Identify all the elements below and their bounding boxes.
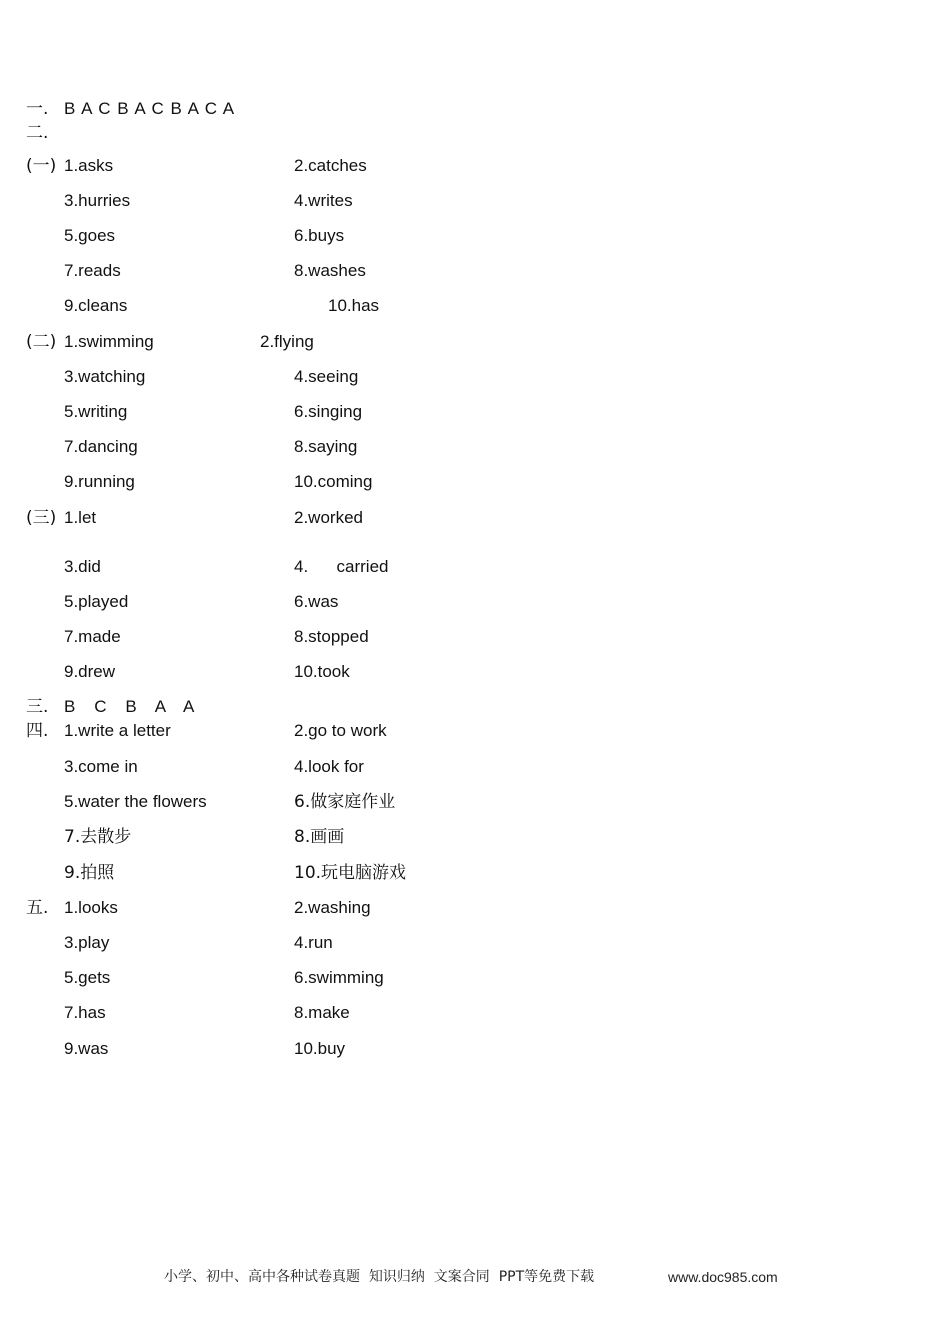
section-3-marker: 三. xyxy=(26,697,49,717)
section-2-marker: 二. xyxy=(26,123,49,143)
answer-item: 4.seeing xyxy=(294,367,359,386)
section-3-answers: B C B A A xyxy=(64,697,195,716)
answer-item: 1.asks xyxy=(64,156,114,175)
answer-item: 10.buy xyxy=(294,1039,346,1058)
answer-item: 3.watching xyxy=(64,367,146,386)
answer-item: 5.played xyxy=(64,592,129,611)
answer-item: 2.catches xyxy=(294,156,367,175)
section-4-marker: 四. xyxy=(26,721,49,741)
answer-item: 2.go to work xyxy=(294,721,387,740)
answer-item: 1.let xyxy=(64,508,97,527)
answer-item: 4.writes xyxy=(294,191,353,210)
footer-text: 小学、初中、高中各种试卷真题 知识归纳 文案合同 PPT等免费下载 xyxy=(164,1269,595,1285)
group-3-marker: (三) xyxy=(26,508,57,528)
answer-item: 9.cleans xyxy=(64,296,128,315)
answer-item: 3.play xyxy=(64,933,110,952)
section-1-marker: 一. xyxy=(26,99,49,119)
section-5-marker: 五. xyxy=(26,898,49,918)
answer-item: 6.buys xyxy=(294,226,345,245)
answer-item: 4.look for xyxy=(294,757,364,776)
answer-item: 6.做家庭作业 xyxy=(294,792,396,812)
answer-item: 5.gets xyxy=(64,968,111,987)
answer-item: 2.washing xyxy=(294,898,371,917)
answer-item: 10.took xyxy=(294,662,350,681)
answer-item: 2.flying xyxy=(260,332,314,351)
answer-item: 9.拍照 xyxy=(64,863,115,883)
answer-item: 8.画画 xyxy=(294,827,345,847)
answer-item: 8.saying xyxy=(294,437,358,456)
answer-item: 3.hurries xyxy=(64,191,131,210)
answer-item: 5.writing xyxy=(64,402,128,421)
answer-item: 10.has xyxy=(328,296,380,315)
answer-item: 8.washes xyxy=(294,261,366,280)
answer-item: 1.write a letter xyxy=(64,721,171,740)
answer-item: 7.made xyxy=(64,627,121,646)
answer-item: 1.looks xyxy=(64,898,118,917)
answer-item: 3.come in xyxy=(64,757,138,776)
answer-item: 3.did xyxy=(64,557,101,576)
group-2-marker: (二) xyxy=(26,332,57,352)
answer-item: 7.reads xyxy=(64,261,121,280)
answer-item: 5.water the flowers xyxy=(64,792,207,811)
answer-item: 6.singing xyxy=(294,402,363,421)
answer-item: 9.drew xyxy=(64,662,116,681)
footer-url: www.doc985.com xyxy=(668,1269,778,1285)
answer-item: 5.goes xyxy=(64,226,116,245)
answer-item: 7.dancing xyxy=(64,437,138,456)
answer-item: 2.worked xyxy=(294,508,363,527)
answer-item: 10.coming xyxy=(294,472,373,491)
answer-item: 4.run xyxy=(294,933,333,952)
answer-item: 7.has xyxy=(64,1003,106,1022)
answer-item: 10.玩电脑游戏 xyxy=(294,863,407,883)
answer-item: 4. carried xyxy=(294,557,389,576)
group-1-marker: (一) xyxy=(26,156,57,176)
answer-item: 6.swimming xyxy=(294,968,384,987)
answer-item: 6.was xyxy=(294,592,339,611)
answer-item: 8.make xyxy=(294,1003,350,1022)
answer-item: 7.去散步 xyxy=(64,827,132,847)
section-1-answers: B A C B A C B A C A xyxy=(64,99,236,118)
answer-item: 9.was xyxy=(64,1039,109,1058)
answer-item: 8.stopped xyxy=(294,627,369,646)
answer-item: 1.swimming xyxy=(64,332,154,351)
answer-item: 9.running xyxy=(64,472,135,491)
